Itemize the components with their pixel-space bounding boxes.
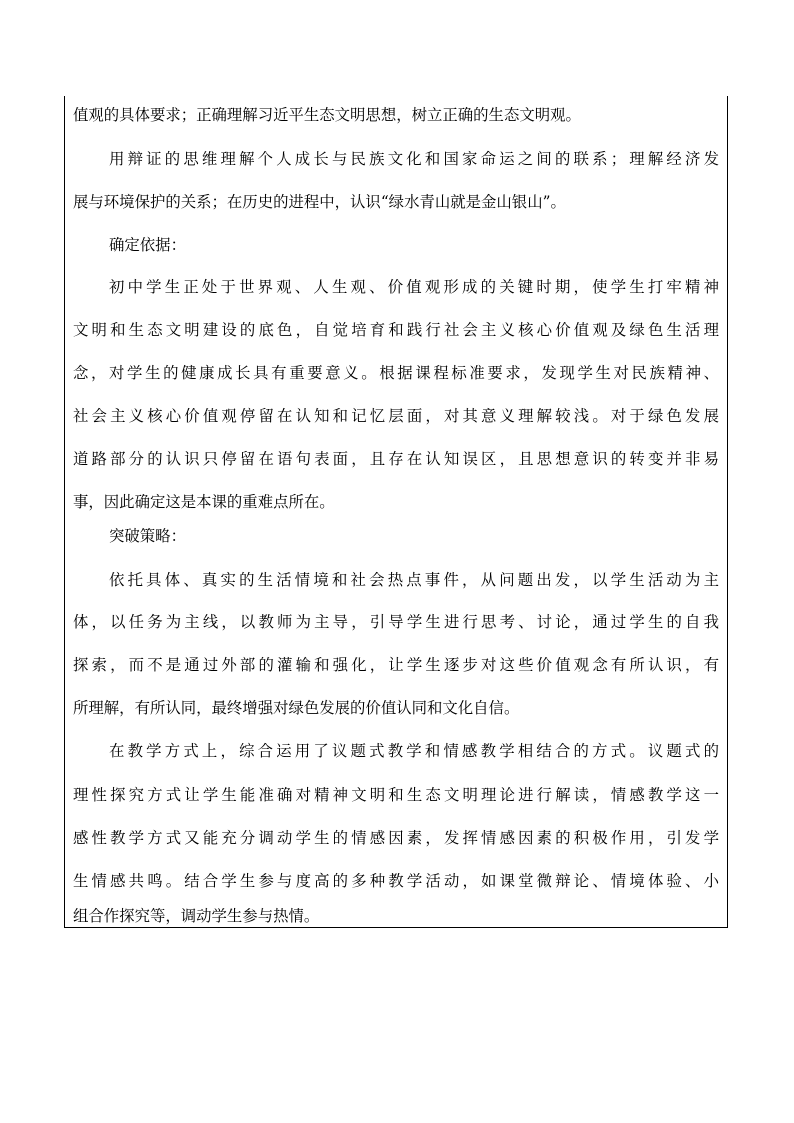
paragraph-line: 道路部分的认识只停留在语句表面，且存在认知误区，且思想意识的转变并非易	[73, 450, 719, 468]
paragraph-line: 念，对学生的健康成长具有重要意义。根据课程标准要求，发现学生对民族精神、	[73, 364, 719, 382]
paragraph-line: 初中学生正处于世界观、人生观、价值观形成的关键时期，使学生打牢精神	[109, 278, 719, 296]
paragraph-line: 组合作探究等，调动学生参与热情。	[73, 907, 320, 925]
paragraph-line: 体，以任务为主线，以教师为主导，引导学生进行思考、讨论，通过学生的自我	[73, 613, 719, 631]
paragraph-line: 生情感共鸣。结合学生参与度高的多种教学活动，如课堂微辩论、情境体验、小	[73, 872, 719, 890]
paragraph-line: 值观的具体要求；正确理解习近平生态文明思想，树立正确的生态文明观。	[73, 106, 581, 124]
paragraph-line: 所理解，有所认同，最终增强对绿色发展的价值认同和文化自信。	[73, 699, 520, 717]
paragraph-line: 在教学方式上，综合运用了议题式教学和情感教学相结合的方式。议题式的	[109, 742, 719, 760]
paragraph-line: 依托具体、真实的生活情境和社会热点事件，从问题出发，以学生活动为主	[109, 571, 719, 589]
paragraph-line: 理性探究方式让学生能准确对精神文明和生态文明理论进行解读，情感教学这一	[73, 786, 719, 804]
section-heading: 确定依据：	[109, 236, 186, 254]
paragraph-line: 文明和生态文明建设的底色，自觉培育和践行社会主义核心价值观及绿色生活理	[73, 321, 719, 339]
paragraph-line: 用辩证的思维理解个人成长与民族文化和国家命运之间的联系；理解经济发	[109, 150, 719, 168]
paragraph-line: 感性教学方式又能充分调动学生的情感因素，发挥情感因素的积极作用，引发学	[73, 829, 719, 847]
paragraph-line: 社会主义核心价值观停留在认知和记忆层面，对其意义理解较浅。对于绿色发展	[73, 407, 719, 425]
table-cell	[64, 96, 728, 928]
paragraph-line: 事，因此确定这是本课的重难点所在。	[73, 493, 335, 511]
section-heading: 突破策略：	[109, 527, 186, 545]
paragraph-line: 展与环境保护的关系；在历史的进程中，认识“绿水青山就是金山银山”。	[73, 193, 566, 211]
paragraph-line: 探索，而不是通过外部的灌输和强化，让学生逐步对这些价值观念有所认识，有	[73, 656, 719, 674]
